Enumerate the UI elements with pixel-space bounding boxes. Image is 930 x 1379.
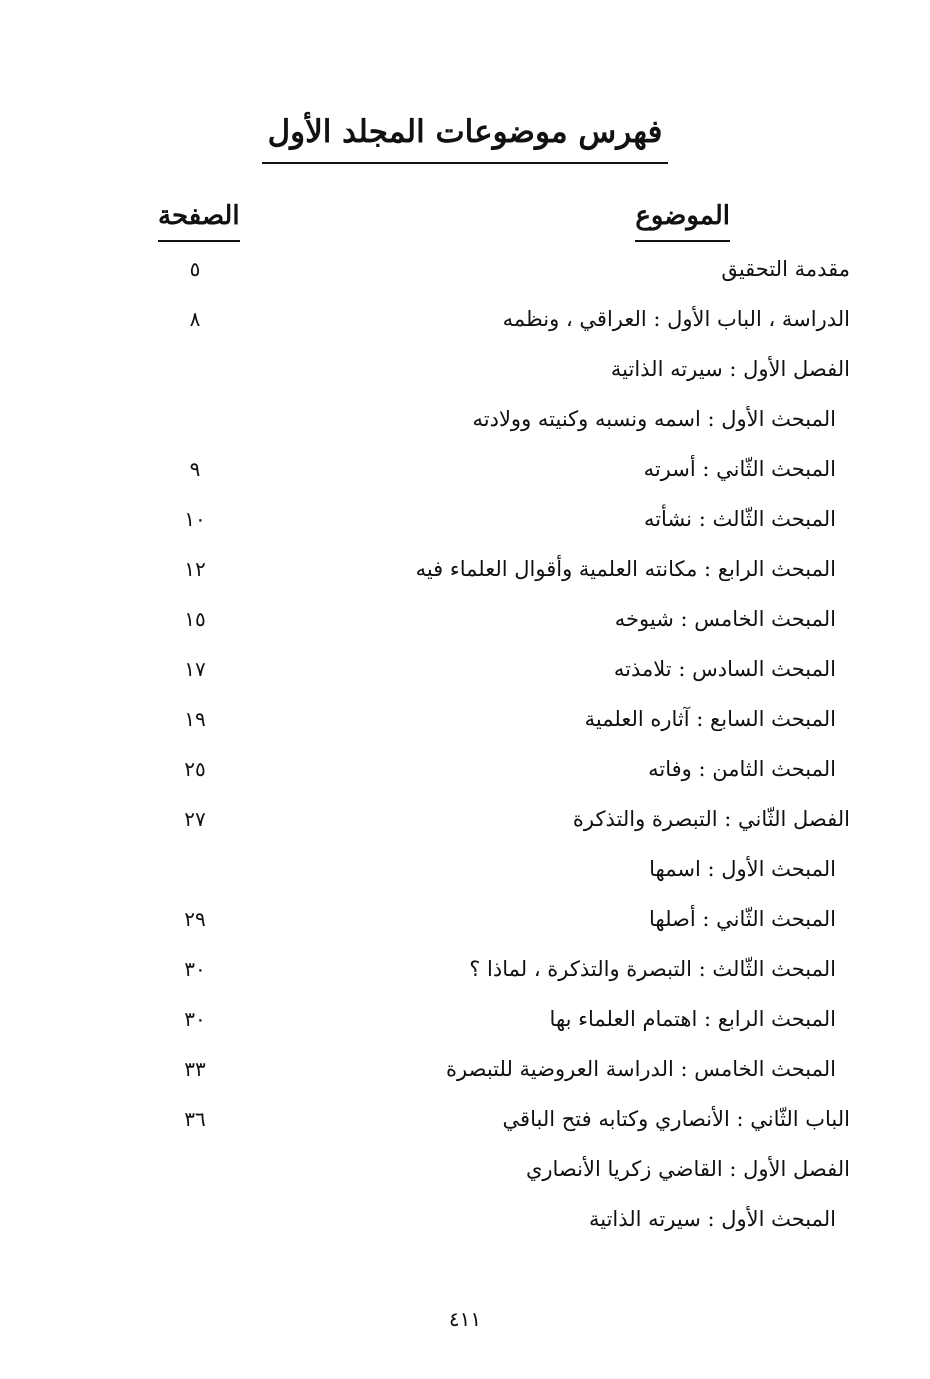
page-title <box>0 108 930 164</box>
toc-topic: المبحث الثّاني : أصلها <box>648 907 836 931</box>
toc-page-number: ١٥ <box>184 607 206 631</box>
toc-topic: المبحث الثّالث : التبصرة والتذكرة ، لماذا ؟ <box>469 957 836 981</box>
toc-page-number: ٥ <box>189 257 201 281</box>
toc-row <box>0 546 930 596</box>
toc-page-number: ٣٠ <box>184 957 206 981</box>
toc-topic: المبحث الأول : اسمه ونسبه وكنيته وولادته <box>472 407 836 431</box>
toc-topic: المبحث الخامس : الدراسة العروضية للتبصرة <box>446 1057 836 1081</box>
toc-topic: المبحث الثامن : وفاته <box>648 757 836 781</box>
toc-page-number: ٣٠ <box>184 1007 206 1031</box>
toc-topic: الفصل الأول : سيرته الذاتية <box>610 357 850 381</box>
toc-page-number: ١٢ <box>184 557 206 581</box>
toc-row <box>0 596 930 646</box>
toc-topic: المبحث الخامس : شيوخه <box>614 607 836 631</box>
toc-row <box>0 746 930 796</box>
toc-page-number: ٢٩ <box>184 907 206 931</box>
toc-row <box>0 896 930 946</box>
toc-page-number: ٨ <box>189 307 201 331</box>
toc-row <box>0 796 930 846</box>
toc-row <box>0 446 930 496</box>
toc-row <box>0 1196 930 1246</box>
toc-topic: المبحث الرابع : مكانته العلمية وأقوال العلماء فيه <box>415 557 836 581</box>
toc-page-number: ١٧ <box>184 657 206 681</box>
toc-topic: المبحث السابع : آثاره العلمية <box>584 707 836 731</box>
page-column-header: الصفحة <box>158 196 240 242</box>
toc-row <box>0 946 930 996</box>
toc-topic: المبحث الثّاني : أسرته <box>643 457 836 481</box>
page-title-text: فهرس موضوعات المجلد الأول <box>262 108 669 164</box>
toc-row <box>0 346 930 396</box>
toc-topic: مقدمة التحقيق <box>721 257 850 281</box>
toc-topic: المبحث الرابع : اهتمام العلماء بها <box>549 1007 836 1031</box>
toc-row <box>0 1146 930 1196</box>
toc-page-number: ٢٥ <box>184 757 206 781</box>
toc-topic: المبحث الأول : اسمها <box>649 857 836 881</box>
toc-row <box>0 396 930 446</box>
toc-row <box>0 996 930 1046</box>
toc-row <box>0 1046 930 1096</box>
toc-row <box>0 696 930 746</box>
toc-row <box>0 1096 930 1146</box>
toc-page-number: ٣٣ <box>184 1057 206 1081</box>
toc-topic: الفصل الثّاني : التبصرة والتذكرة <box>572 807 850 831</box>
subject-column-header: الموضوع <box>635 196 730 242</box>
toc-page-number: ٩ <box>189 457 201 481</box>
toc-row <box>0 296 930 346</box>
toc-page-number: ١٩ <box>184 707 206 731</box>
toc-topic: المبحث الأول : سيرته الذاتية <box>588 1207 836 1231</box>
toc-row <box>0 646 930 696</box>
toc-topic: المبحث السادس : تلامذته <box>613 657 836 681</box>
toc-page-number: ٢٧ <box>184 807 206 831</box>
toc-topic: المبحث الثّالث : نشأته <box>643 507 836 531</box>
toc-page-number: ٣٦ <box>184 1107 206 1131</box>
page-number-footer: ٤١١ <box>448 1307 482 1331</box>
toc-row <box>0 846 930 896</box>
toc-row <box>0 496 930 546</box>
toc-topic: الفصل الأول : القاضي زكريا الأنصاري <box>525 1157 850 1181</box>
toc-topic: الباب الثّاني : الأنصاري وكتابه فتح الباقي <box>502 1107 850 1131</box>
table-of-contents <box>0 246 930 1246</box>
toc-row <box>0 246 930 296</box>
toc-page-number: ١٠ <box>184 507 206 531</box>
toc-topic: الدراسة ، الباب الأول : العراقي ، ونظمه <box>502 307 850 331</box>
